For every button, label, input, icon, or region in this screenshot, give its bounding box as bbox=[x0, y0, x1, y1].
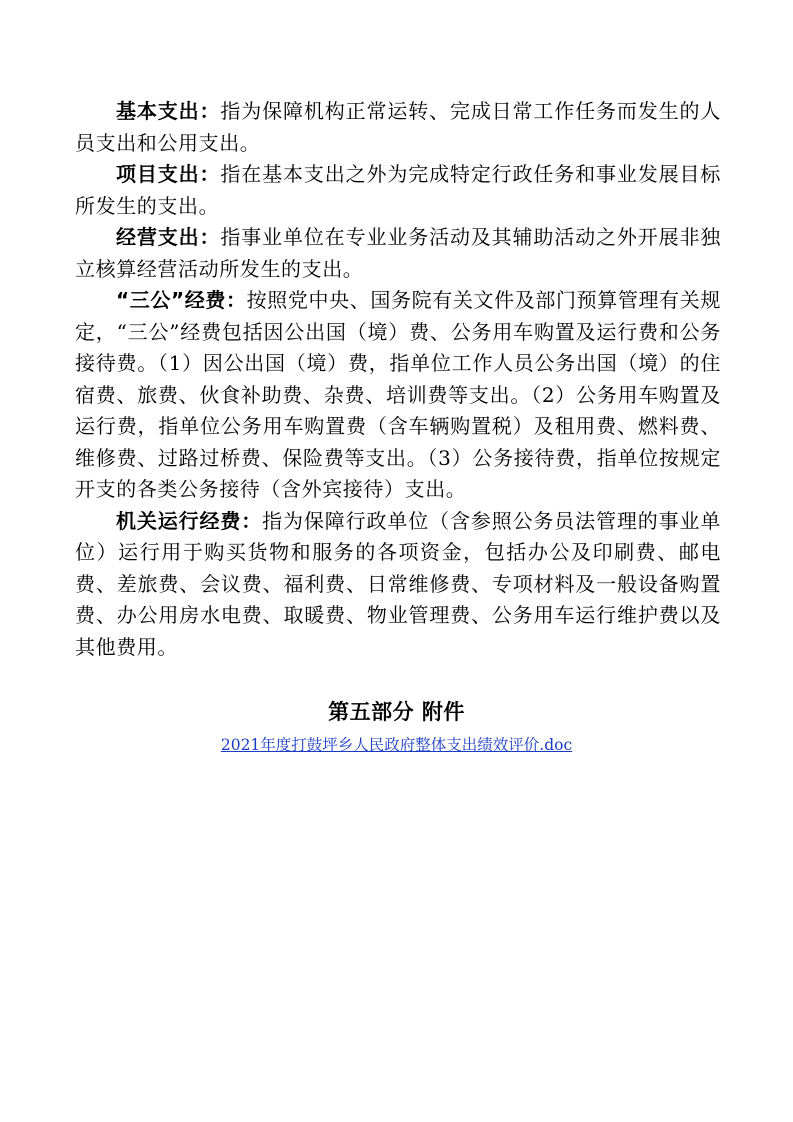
term-agency-operating-funds: 机关运行经费： bbox=[116, 508, 263, 533]
definition-text: 指事业单位在专业业务活动及其辅助活动之外开展非独立核算经营活动所发生的支出。 bbox=[75, 225, 721, 281]
definition-text: 按照党中央、国务院有关文件及部门预算管理有关规定，“三公”经费包括因公出国（境）费、公务用车购置及运行费和公务接待费。（1）因公出国（境）费，指单位工作人员公务出国（境）的住宿费、旅费、伙食补助费、杂费、培训费等支出。（2）公务用车购置及运行费，指单位公务用车购置费（含车辆购置税）及租用费、燃料费、维修费、过路过桥费、保险费等支出。（3）公务接待费，指单位按规定开支的各类公务接待（含外宾接待）支出。 bbox=[75, 288, 721, 501]
document-body bbox=[75, 96, 721, 663]
definition-project-expenditure bbox=[75, 159, 721, 222]
attachment-link[interactable]: 2021年度打鼓坪乡人民政府整体支出绩效评价.doc bbox=[220, 736, 573, 754]
term-project-expenditure: 项目支出： bbox=[116, 162, 221, 186]
definition-agency-operating-funds bbox=[75, 506, 721, 664]
attachment-line bbox=[0, 733, 793, 755]
definition-basic-expenditure bbox=[75, 96, 721, 159]
definition-text: 指为保障行政单位（含参照公务员法管理的事业单位）运行用于购买货物和服务的各项资金，包括办公及印刷费、邮电费、差旅费、会议费、福利费、日常维修费、专项材料及一般设备购置费、办公用房水电费、取暖费、物业管理费、公务用车运行维护费以及其他费用。 bbox=[75, 508, 722, 659]
definition-text: 指为保障机构正常运转、完成日常工作任务而发生的人员支出和公用支出。 bbox=[75, 99, 721, 155]
term-three-public-funds: “三公”经费： bbox=[116, 288, 247, 312]
definition-three-public-funds bbox=[75, 285, 721, 506]
term-basic-expenditure: 基本支出： bbox=[116, 99, 221, 123]
section-title: 第五部分 附件 bbox=[328, 700, 465, 724]
definition-operating-expenditure bbox=[75, 222, 721, 285]
term-operating-expenditure: 经营支出： bbox=[116, 225, 221, 249]
definition-text: 指在基本支出之外为完成特定行政任务和事业发展目标所发生的支出。 bbox=[75, 162, 721, 218]
